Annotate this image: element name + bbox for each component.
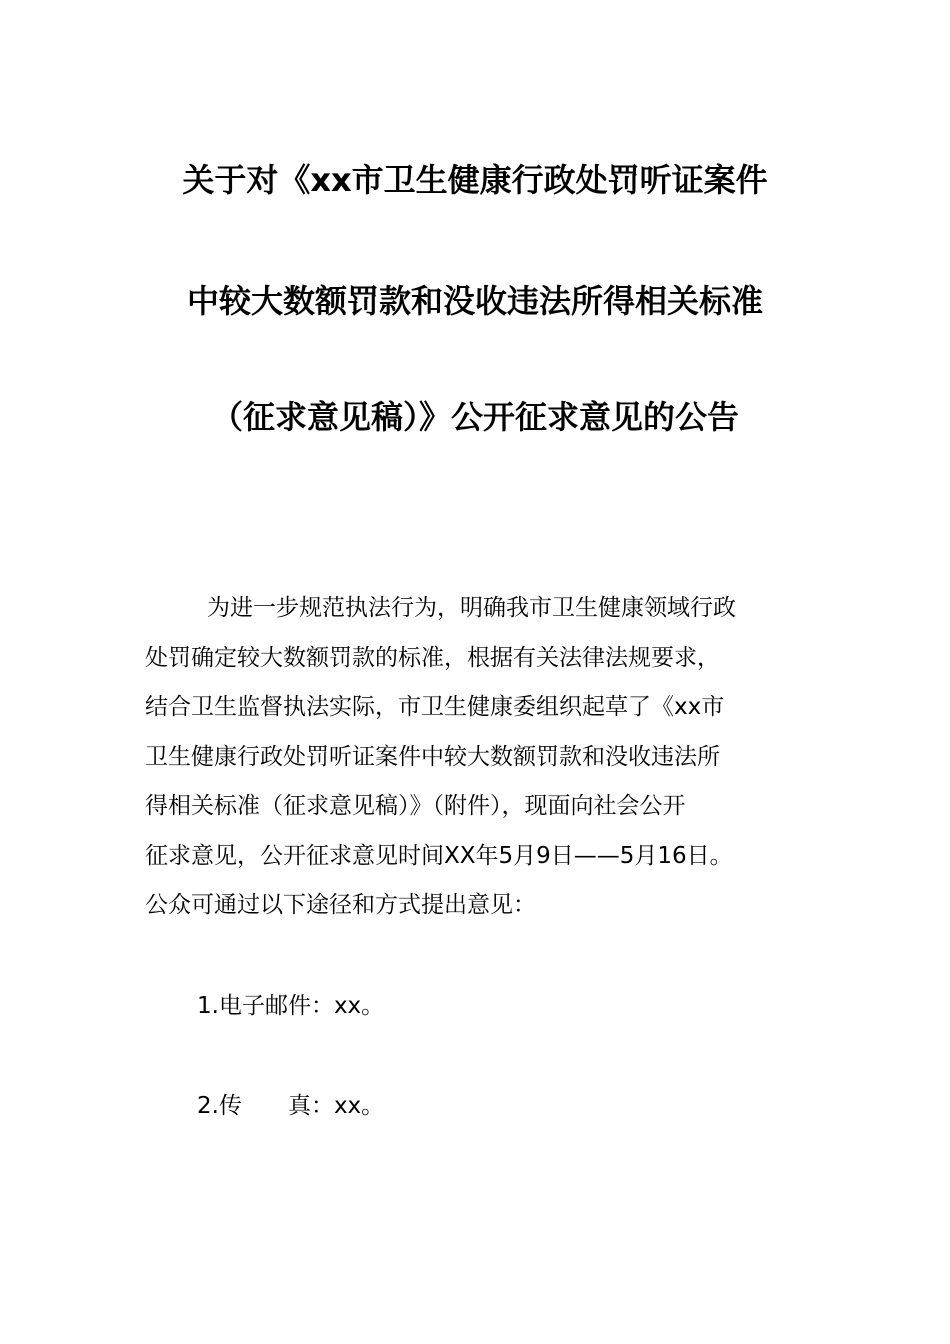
body-paragraph-line: 得相关标准（征求意见稿）》（附件），现面向社会公开 <box>145 793 686 819</box>
body-paragraph-line: 处罚确定较大数额罚款的标准，根据有关法律法规要求， <box>145 645 720 671</box>
document-title-line-3: （征求意见稿）》公开征求意见的公告 <box>210 398 739 436</box>
document-title-line-1: 关于对《xx市卫生健康行政处罚听证案件 <box>182 161 768 199</box>
body-paragraph-line: 公众可通过以下途径和方式提出意见： <box>145 892 536 918</box>
contact-fax-item: 2.传 真：xx。 <box>197 1093 385 1119</box>
contact-email-item: 1.电子邮件：xx。 <box>197 993 385 1019</box>
document-title-line-2: 中较大数额罚款和没收违法所得相关标准 <box>186 282 763 320</box>
body-paragraph-line: 征求意见，公开征求意见时间XX年5月9日——5月16日。 <box>145 843 733 869</box>
body-paragraph-line: 卫生健康行政处罚听证案件中较大数额罚款和没收违法所 <box>145 744 720 770</box>
body-paragraph-line: 结合卫生监督执法实际，市卫生健康委组织起草了《xx市 <box>145 694 725 720</box>
body-paragraph-line: 为进一步规范执法行为，明确我市卫生健康领域行政 <box>207 595 736 621</box>
